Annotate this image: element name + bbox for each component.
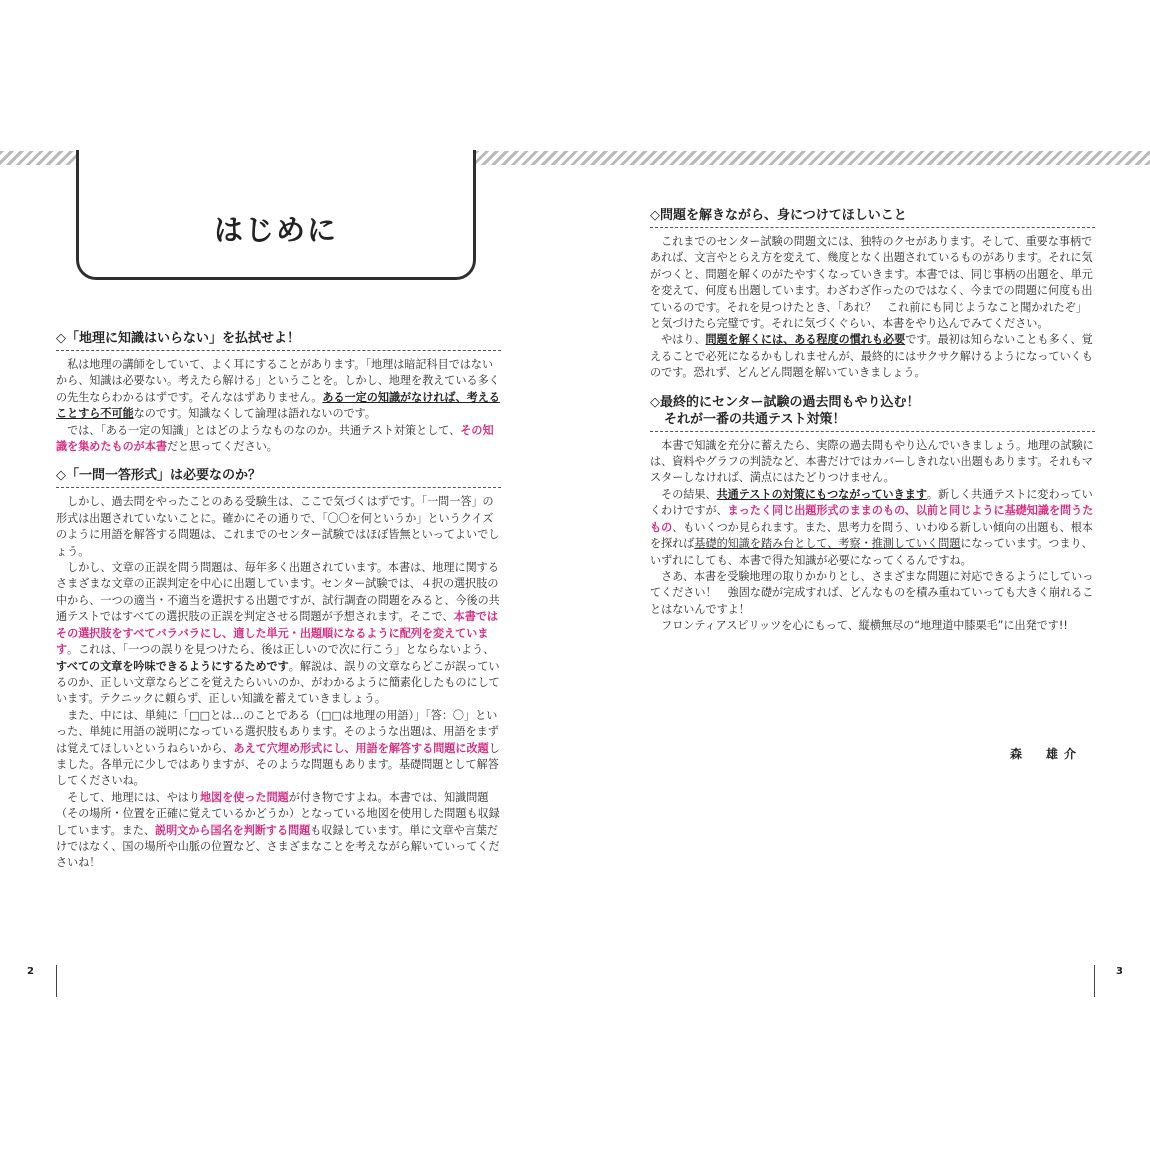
body-text: です。最初は知らないことも多く、覚えることで必死になるかもしれませんが、最終的にはサクサク解けるようになっていくものです。恐れず、どんどん問題を解いていきましょう。 bbox=[650, 333, 1093, 380]
emphasized-text: 共通テストの対策にもつながっていきます bbox=[716, 487, 927, 501]
body-text: なのです。知識なくして論理は語れないのです。 bbox=[133, 407, 376, 421]
body-text: しかし、文章の正誤を問う問題は、毎年多く出題されています。本書は、地理に関するさまざまな文章の正誤判定を中心に出題しています。センター試験では、４択の選択肢の中から、一つの適当・不適当を選択する出題ですが、試行調査の問題をみると、今後の共通テストではすべての選択肢の正誤を判定させる問題が予想されます。そこで、 bbox=[56, 561, 500, 624]
emphasized-text: 基礎的知識を踏み台として、考察・推測していく問題 bbox=[694, 537, 961, 551]
body-text: さあ、本書を受験地理の取りかかりとし、さまざまな問題に対応できるようにしていってください！ 強固な礎が完成すれば、どんなものを積み重ねていっても大きく崩れることはないんですよ！ bbox=[650, 569, 1094, 616]
author-name: 森 雄介 bbox=[1010, 747, 1083, 761]
emphasized-text: 本書ではその選択肢をすべてバラバラにし、適した単元・出題順になるように配列を変えています bbox=[56, 610, 498, 657]
body-text: しかし、過去問をやったことのある受験生は、ここで気づくはずです。「一問一答」の形式は出題されていないことに。確かにその通りで、「〇〇を何というか」というクイズのように用語を解答する問題は、これまでのセンター試験ではほぼ皆無といってよいでしょう。 bbox=[56, 495, 500, 558]
section-heading-text: ◇最終的にセンター試験の過去問もやり込む！ bbox=[650, 394, 920, 410]
section-heading bbox=[650, 394, 1095, 432]
section-heading bbox=[56, 330, 501, 351]
emphasized-text: すべての文章を吟味できるようにするためです bbox=[56, 659, 289, 673]
section-heading-text-line2: それが一番の共通テスト対策！ bbox=[664, 411, 846, 427]
page-number-rule-right bbox=[1094, 965, 1095, 997]
body-text: 。新しく共通テストに変わっていくわけですが、 bbox=[650, 487, 1093, 518]
body-paragraph bbox=[650, 438, 1095, 487]
body-text: これまでのセンター試験の問題文には、独特のクセがあります。そして、重要な事柄であれば、文言やとらえ方を変えて、幾度となく出題されているものがあります。それに気がつくと、問題を解くのがたやすくなっていきます。本書では、同じ事柄の出題を、単元を変えて、何度も出題しています。わざわざ作ったのではなく、今までの問題に何度も出ているのです。それを見つけたとき、「あれ？ これ前にも同じようなこと聞かれたぞ」と気づけたら完璧です。それに気づくぐらい、本書をやり込んでみてください。 bbox=[650, 235, 1093, 331]
section-gap bbox=[56, 455, 501, 467]
title-box bbox=[76, 150, 476, 280]
body-text: が付き物ですよね。本書では、知識問題（その場所・位置を正確に覚えているかどうか）となっている地図を使用した問題も収録しています。また、 bbox=[56, 790, 500, 837]
body-text: では、「ある一定の知識」とはどのようなものなのか。共通テスト対策として、 bbox=[67, 423, 461, 437]
page-number-right: 3 bbox=[1116, 966, 1123, 977]
body-text: 本書で知識を充分に蓄えたら、実際の過去問もやり込んでいきましょう。地理の試験には、資料やグラフの判読など、本書だけではカバーしきれない出題もあります。それもマスターしなければ、満点にはたどりつけません。 bbox=[650, 438, 1094, 485]
body-text: しました。各単元に少しではありますが、そのような問題もあります。基礎問題として解答してくださいね。 bbox=[56, 741, 500, 788]
section-heading-text: ◇問題を解きながら、身につけてほしいこと bbox=[650, 208, 907, 223]
body-paragraph bbox=[650, 332, 1095, 381]
section-heading-text: ◇「一問一答形式」は必要なのか？ bbox=[56, 468, 261, 484]
page-number-left: 2 bbox=[27, 966, 34, 977]
emphasized-text: その知識を集めたものが本書 bbox=[56, 423, 494, 454]
emphasized-text: 問題を解くには、ある程度の慣れも必要 bbox=[705, 333, 906, 347]
right-column bbox=[650, 207, 1095, 635]
body-paragraph bbox=[650, 618, 1095, 634]
body-paragraph bbox=[650, 569, 1095, 618]
body-paragraph bbox=[56, 423, 501, 456]
section-heading bbox=[56, 467, 501, 488]
body-text: も収録しています。単に文章や言葉だけではなく、国の場所や山脈の位置など、さまざまなことを考えながら解いていってくださいね！ bbox=[56, 823, 500, 870]
body-paragraph bbox=[650, 487, 1095, 569]
body-text: だと思ってください。 bbox=[166, 440, 278, 454]
body-paragraph bbox=[56, 790, 501, 872]
emphasized-text: 説明文から国名を判断する問題 bbox=[154, 823, 311, 837]
body-text: 。解説は、誤りの文章ならどこが誤っているのか、正しい文章ならどこを覚えたらいいのか、がわかるように簡素化したものにしています。テクニックに頼らず、正しい知識を蓄えていきましょう。 bbox=[56, 659, 500, 706]
body-paragraph bbox=[650, 234, 1095, 332]
left-column bbox=[56, 330, 501, 872]
body-text: そして、地理には、やはり bbox=[67, 790, 200, 804]
section-gap bbox=[650, 382, 1095, 394]
body-text: 。これは、「一つの誤りを見つけたら、後は正しいので次に行こう」とならないよう、 bbox=[67, 643, 495, 657]
body-text: 、もいくつか見られます。また、思考力を問う、いわゆる新しい傾向の出題も、根本を探れば bbox=[650, 520, 1093, 551]
section-heading-text: ◇「地理に知識はいらない」を払拭せよ！ bbox=[56, 331, 300, 346]
emphasized-text: 地図を使った問題 bbox=[200, 790, 289, 804]
body-paragraph bbox=[56, 357, 501, 423]
section-heading bbox=[650, 207, 1095, 228]
emphasized-text: ある一定の知識がなければ、考えることすら不可能 bbox=[56, 390, 500, 421]
body-paragraph bbox=[56, 494, 501, 560]
body-paragraph bbox=[56, 708, 501, 790]
emphasized-text: まったく同じ出題形式のままのもの、以前と同じように基礎知識を問うたもの bbox=[650, 504, 1094, 534]
body-paragraph bbox=[56, 560, 501, 708]
emphasized-text: あえて穴埋め形式にし、用語を解答する問題に改題 bbox=[233, 741, 489, 755]
body-text: フロンティアスピリッツを心にもって、縦横無尽の“地理道中膝栗毛”に出発です!! bbox=[661, 619, 1068, 633]
body-text: になっています。つまり、いずれにしても、本書で得た知識が必要になってくるんですね。 bbox=[650, 537, 1093, 567]
body-text: 私は地理の講師をしていて、よく耳にすることがあります。「地理は暗記科目ではないから、知識は必要ない。考えたら解ける」ということを。しかし、地理を教えている多くの先生ならわかるはずです。そんなはずありません。 bbox=[56, 358, 500, 404]
body-text: その結果、 bbox=[661, 487, 717, 501]
page-title: はじめに bbox=[213, 213, 338, 247]
body-text: やはり、 bbox=[661, 333, 706, 347]
page-number-rule-left bbox=[56, 965, 57, 997]
body-text: また、中には、単純に「□□とは…のことである（□□は地理の用語）」「答：〇」といった、単純に用語の説明になっている選択肢もあります。そのような出題は、用語をまずは覚えてほしいというねらいから、 bbox=[56, 708, 499, 755]
